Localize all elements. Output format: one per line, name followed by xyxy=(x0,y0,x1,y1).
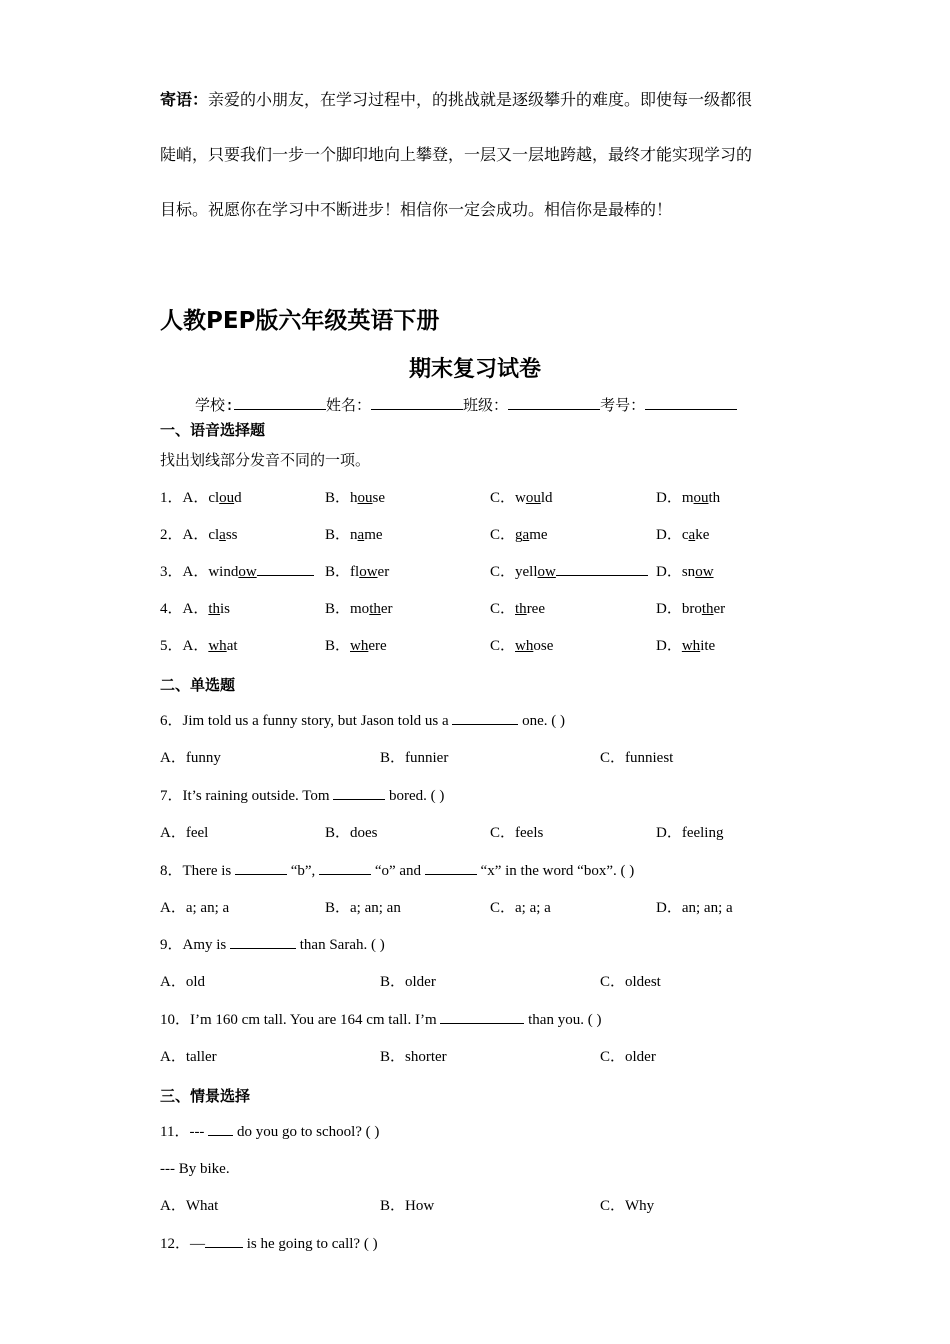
q6-option-a[interactable]: A．funny xyxy=(160,750,221,766)
school-blank[interactable] xyxy=(234,395,326,410)
question-8: 8．There is “b”, “o” and “x” in the word “box”. ( ) xyxy=(160,863,635,879)
q2-option-d[interactable]: D．cake xyxy=(656,527,710,543)
q11-reply: --- By bike. xyxy=(160,1161,230,1177)
section-2-heading: 二、单选题 xyxy=(160,676,236,694)
q8-option-c[interactable]: C．a; a; a xyxy=(490,900,551,916)
q2-option-b[interactable]: B．name xyxy=(325,527,383,543)
q6-option-c[interactable]: C．funniest xyxy=(600,750,674,766)
q7-blank[interactable] xyxy=(333,786,385,800)
q5-option-c[interactable]: C．whose xyxy=(490,638,554,654)
q9-option-b[interactable]: B．older xyxy=(380,974,436,990)
intro-line-1: 寄语：亲爱的小朋友，在学习过程中，的挑战就是逐级攀升的难度。即使每一级都很 xyxy=(160,90,753,109)
q8-blank-2[interactable] xyxy=(319,861,371,875)
q2-option-c[interactable]: C．game xyxy=(490,527,548,543)
intro-line-2: 陡峭，只要我们一步一个脚印地向上攀登，一层又一层地跨越，最终才能实现学习的 xyxy=(160,145,753,164)
q4-option-c[interactable]: C．three xyxy=(490,601,545,617)
q1-option-b[interactable]: B．house xyxy=(325,490,386,506)
q5-option-b[interactable]: B．where xyxy=(325,638,387,654)
q7-option-d[interactable]: D．feeling xyxy=(656,825,724,841)
question-2: 2．A．class xyxy=(160,527,238,543)
section-1-heading: 一、语音选择题 xyxy=(160,421,266,439)
q10-blank[interactable] xyxy=(440,1010,524,1024)
q10-option-a[interactable]: A．taller xyxy=(160,1049,217,1065)
q9-option-c[interactable]: C．oldest xyxy=(600,974,661,990)
intro-label: 寄语： xyxy=(160,90,209,109)
question-7: 7．It’s raining outside. Tom bored. ( ) xyxy=(160,788,445,804)
q10-option-b[interactable]: B．shorter xyxy=(380,1049,447,1065)
q5-option-d[interactable]: D．white xyxy=(656,638,716,654)
intro-line-3: 目标。祝愿你在学习中不断进步！相信你一定会成功。相信你是最棒的！ xyxy=(160,200,673,219)
q3-option-d[interactable]: D．snow xyxy=(656,564,714,580)
question-9: 9．Amy is than Sarah. ( ) xyxy=(160,937,385,953)
q6-option-b[interactable]: B．funnier xyxy=(380,750,449,766)
q3-option-c[interactable]: C．yellow xyxy=(490,562,648,582)
q7-option-a[interactable]: A．feel xyxy=(160,825,209,841)
q8-blank-1[interactable] xyxy=(235,861,287,875)
question-10: 10．I’m 160 cm tall. You are 164 cm tall. I’m than you. ( ) xyxy=(160,1012,602,1028)
q10-option-c[interactable]: C．older xyxy=(600,1049,656,1065)
q7-option-c[interactable]: C．feels xyxy=(490,825,544,841)
q12-blank[interactable] xyxy=(205,1234,243,1248)
q4-option-b[interactable]: B．mother xyxy=(325,601,393,617)
question-11: 11．--- do you go to school? ( ) xyxy=(160,1124,380,1140)
section-1-instruction: 找出划线部分发音不同的一项。 xyxy=(160,451,371,469)
q9-blank[interactable] xyxy=(230,935,296,949)
class-blank[interactable] xyxy=(508,395,600,410)
question-1: 1．A．cloud xyxy=(160,490,242,506)
question-4: 4．A．this xyxy=(160,601,231,617)
q9-option-a[interactable]: A．old xyxy=(160,974,206,990)
q11-blank[interactable] xyxy=(208,1122,233,1136)
question-6: 6．Jim told us a funny story, but Jason told us a one. ( ) xyxy=(160,713,566,729)
name-blank[interactable] xyxy=(371,395,463,410)
question-12: 12．— is he going to call? ( ) xyxy=(160,1236,378,1252)
document-title: 人教PEP版六年级英语下册 xyxy=(160,308,440,334)
q8-option-d[interactable]: D．an; an; a xyxy=(656,900,733,916)
q7-option-b[interactable]: B．does xyxy=(325,825,378,841)
question-3: 3．A．window xyxy=(160,562,314,582)
q11-option-b[interactable]: B．How xyxy=(380,1198,435,1214)
q11-option-a[interactable]: A．What xyxy=(160,1198,219,1214)
q1-option-c[interactable]: C．would xyxy=(490,490,553,506)
question-5: 5．A．what xyxy=(160,638,238,654)
q6-blank[interactable] xyxy=(452,711,518,725)
document-subtitle: 期末复习试卷 xyxy=(408,357,541,382)
number-blank[interactable] xyxy=(645,395,737,410)
q3-option-b[interactable]: B．flower xyxy=(325,564,390,580)
student-info: 学校: 姓名： 班级： 考号： xyxy=(195,394,737,415)
q1-option-d[interactable]: D．mouth xyxy=(656,490,721,506)
q8-option-b[interactable]: B．a; an; an xyxy=(325,900,401,916)
q11-option-c[interactable]: C．Why xyxy=(600,1198,655,1214)
q4-option-d[interactable]: D．brother xyxy=(656,601,726,617)
q8-blank-3[interactable] xyxy=(425,861,477,875)
q8-option-a[interactable]: A．a; an; a xyxy=(160,900,230,916)
section-3-heading: 三、情景选择 xyxy=(160,1087,251,1105)
